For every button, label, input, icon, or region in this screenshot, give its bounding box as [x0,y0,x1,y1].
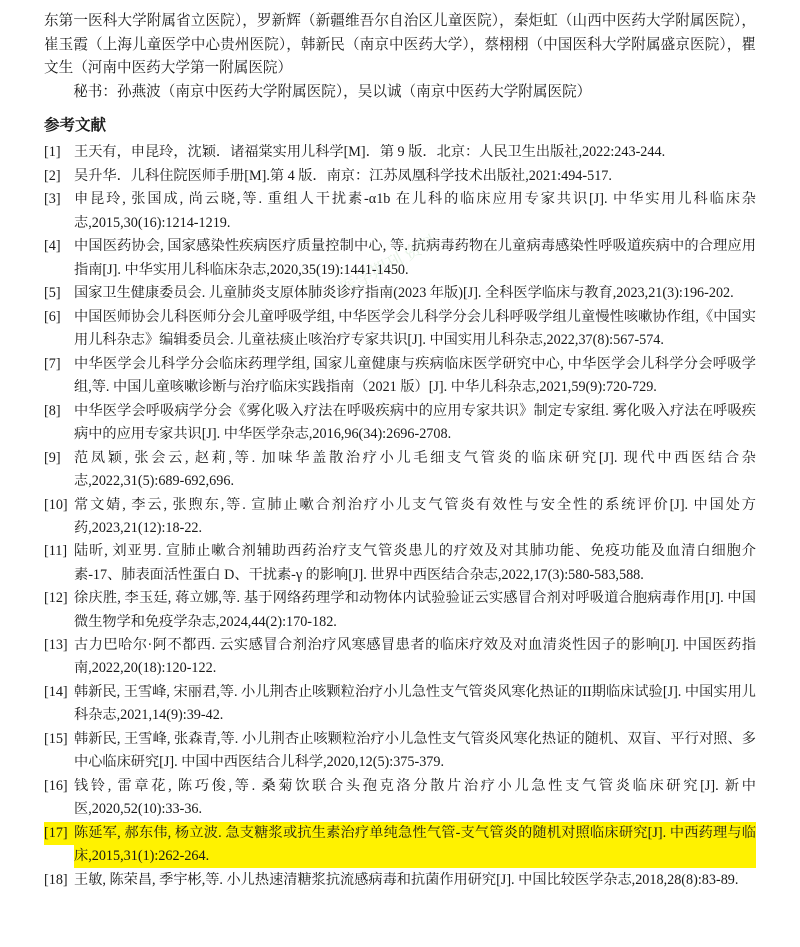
reference-text: 中国医师协会儿科医师分会儿童呼吸学组, 中华医学会儿科学分会儿科呼吸学组儿童慢性咳嗽协作组,《中国实用儿科杂志》编辑委员会. 儿童祛痰止咳治疗专家共识[J]. 中国实用儿科杂志,2022,37(8):567-574. [74,308,756,349]
references-heading: 参考文献 [44,117,107,134]
reference-number: [2] [44,167,61,184]
reference-item [44,728,756,774]
reference-number: [4] [44,238,61,255]
reference-item [44,634,756,680]
reference-text: 中国医药协会, 国家感染性疾病医疗质量控制中心, 等. 抗病毒药物在儿童病毒感染性呼吸道疾病中的合理应用指南[J]. 中华实用儿科临床杂志,2020,35(19):1441-1450. [74,238,756,278]
reference-item [44,869,756,892]
reference-text: 陈延军, 郝东伟, 杨立波. 急支糖浆或抗生素治疗单纯急性气管-支气管炎的随机对照临床研究[J]. 中西药理与临床,2015,31(1):262-264. [74,822,756,868]
reference-item [44,494,756,540]
reference-item [44,540,756,586]
affiliations-paragraph: 东第一医科大学附属省立医院），罗新辉（新疆维吾尔自治区儿童医院），秦炬虹（山西中医药大学附属医院），崔玉霞（上海儿童医学中心贵州医院），韩新民（南京中医药大学），蔡栩栩（中国医科大学附属盛京医院），瞿文生（河南中医药大学第一附属医院） [44,13,756,76]
reference-text: 古力巴哈尔·阿不都西. 云实感冒合剂治疗风寒感冒患者的临床疗效及对血清炎性因子的影响[J]. 中国医药指南,2022,20(18):120-122. [74,637,756,677]
reference-number: [16] [44,777,68,794]
reference-text: 常文婧, 李云, 张煦东,等. 宣肺止嗽合剂治疗小儿支气管炎有效性与安全性的系统评价[J]. 中国处方药,2023,21(12):18-22. [74,496,756,536]
reference-number: [3] [44,191,61,208]
reference-item [44,282,756,305]
reference-item [44,353,756,399]
reference-number: [7] [44,355,61,372]
reference-number: [17] [44,822,74,845]
reference-text: 范凤颖, 张会云, 赵莉,等. 加味华盖散治疗小儿毛细支气管炎的临床研究[J]. 现代中西医结合杂志,2022,31(5):689-692,696. [74,449,756,489]
reference-number: [15] [44,731,68,748]
reference-text: 王天有，申昆玲，沈颖．诸福棠实用儿科学[M]．第 9 版．北京：人民卫生出版社,2022:243-244. [74,144,666,160]
reference-number: [12] [44,590,68,607]
reference-list [44,141,756,892]
reference-text: 韩新民, 王雪峰, 宋丽君,等. 小儿荆杏止咳颗粒治疗小儿急性支气管炎风寒化热证的II期临床试验[J]. 中国实用儿科杂志,2021,14(9):39-42. [74,684,756,724]
reference-text: 中华医学会呼吸病学分会《雾化吸入疗法在呼吸疾病中的应用专家共识》制定专家组. 雾化吸入疗法在呼吸疾病中的应用专家共识[J]. 中华医学杂志,2016,96(34):2696-2708. [74,402,756,442]
reference-item [44,306,756,352]
reference-text: 韩新民, 王雪峰, 张森青,等. 小儿荆杏止咳颗粒治疗小儿急性支气管炎风寒化热证的随机、双盲、平行对照、多中心临床研究[J]. 中国中西医结合儿科学,2020,12(5):375-379. [74,731,756,771]
page-content [44,10,756,892]
reference-text: 吴升华．儿科住院医师手册[M].第 4 版．南京：江苏凤凰科学技术出版社,2021:494-517. [74,167,612,184]
reference-number: [8] [44,402,61,419]
reference-number: [1] [44,144,61,160]
reference-item [44,235,756,281]
reference-text: 申昆玲, 张国成, 尚云晓,等. 重组人干扰素-α1b 在儿科的临床应用专家共识[J]. 中华实用儿科临床杂志,2015,30(16):1214-1219. [74,191,756,231]
reference-number: [5] [44,285,61,302]
reference-item [44,587,756,633]
reference-item [44,141,756,164]
reference-number: [13] [44,637,68,654]
reference-number: [11] [44,543,68,560]
reference-number: [18] [44,871,68,888]
reference-number: [9] [44,449,61,466]
reference-number: [14] [44,684,68,701]
watermark: 医学期刊 资料 [337,231,441,299]
reference-item [44,681,756,727]
reference-item [44,400,756,446]
reference-text: 陆昕, 刘亚男. 宣肺止嗽合剂辅助西药治疗支气管炎患儿的疗效及对其肺功能、免疫功能及血清白细胞介素-17、肺表面活性蛋白 D、干扰素-γ 的影响[J]. 世界中西医结合杂志,2022,17(3):580-583,588. [74,543,756,583]
reference-number: [10] [44,496,68,513]
reference-text: 中华医学会儿科学分会临床药理学组, 国家儿童健康与疾病临床医学研究中心, 中华医学会儿科学分会呼吸学组,等. 中国儿童咳嗽诊断与治疗临床实践指南（2021 版）[J]. 中华儿科杂志,2021,59(9):720-729. [74,355,756,396]
reference-text: 国家卫生健康委员会. 儿童肺炎支原体肺炎诊疗指南(2023 年版)[J]. 全科医学临床与教育,2023,21(3):196-202. [74,285,734,302]
reference-number: [6] [44,308,61,325]
reference-text: 王敏, 陈荣昌, 季宇彬,等. 小儿热速清糖浆抗流感病毒和抗菌作用研究[J]. 中国比较医学杂志,2018,28(8):83-89. [74,871,739,888]
header-block [44,10,756,104]
reference-item [44,447,756,493]
reference-text: 钱铃, 雷章花, 陈巧俊,等. 桑菊饮联合头孢克洛分散片治疗小儿急性支气管炎临床研究[J]. 新中医,2020,52(10):33-36. [74,777,756,818]
reference-item-highlighted [44,822,756,868]
reference-text: 徐庆胜, 李玉廷, 蒋立娜,等. 基于网络药理学和动物体内试验验证云实感冒合剂对呼吸道合胞病毒作用[J]. 中国微生物学和免疫学杂志,2024,44(2):170-182. [74,590,756,630]
secretary-paragraph: 秘书：孙燕波（南京中医药大学附属医院），吴以诚（南京中医药大学附属医院） [73,83,592,100]
reference-item [44,188,756,234]
reference-item [44,165,756,188]
reference-item [44,775,756,821]
